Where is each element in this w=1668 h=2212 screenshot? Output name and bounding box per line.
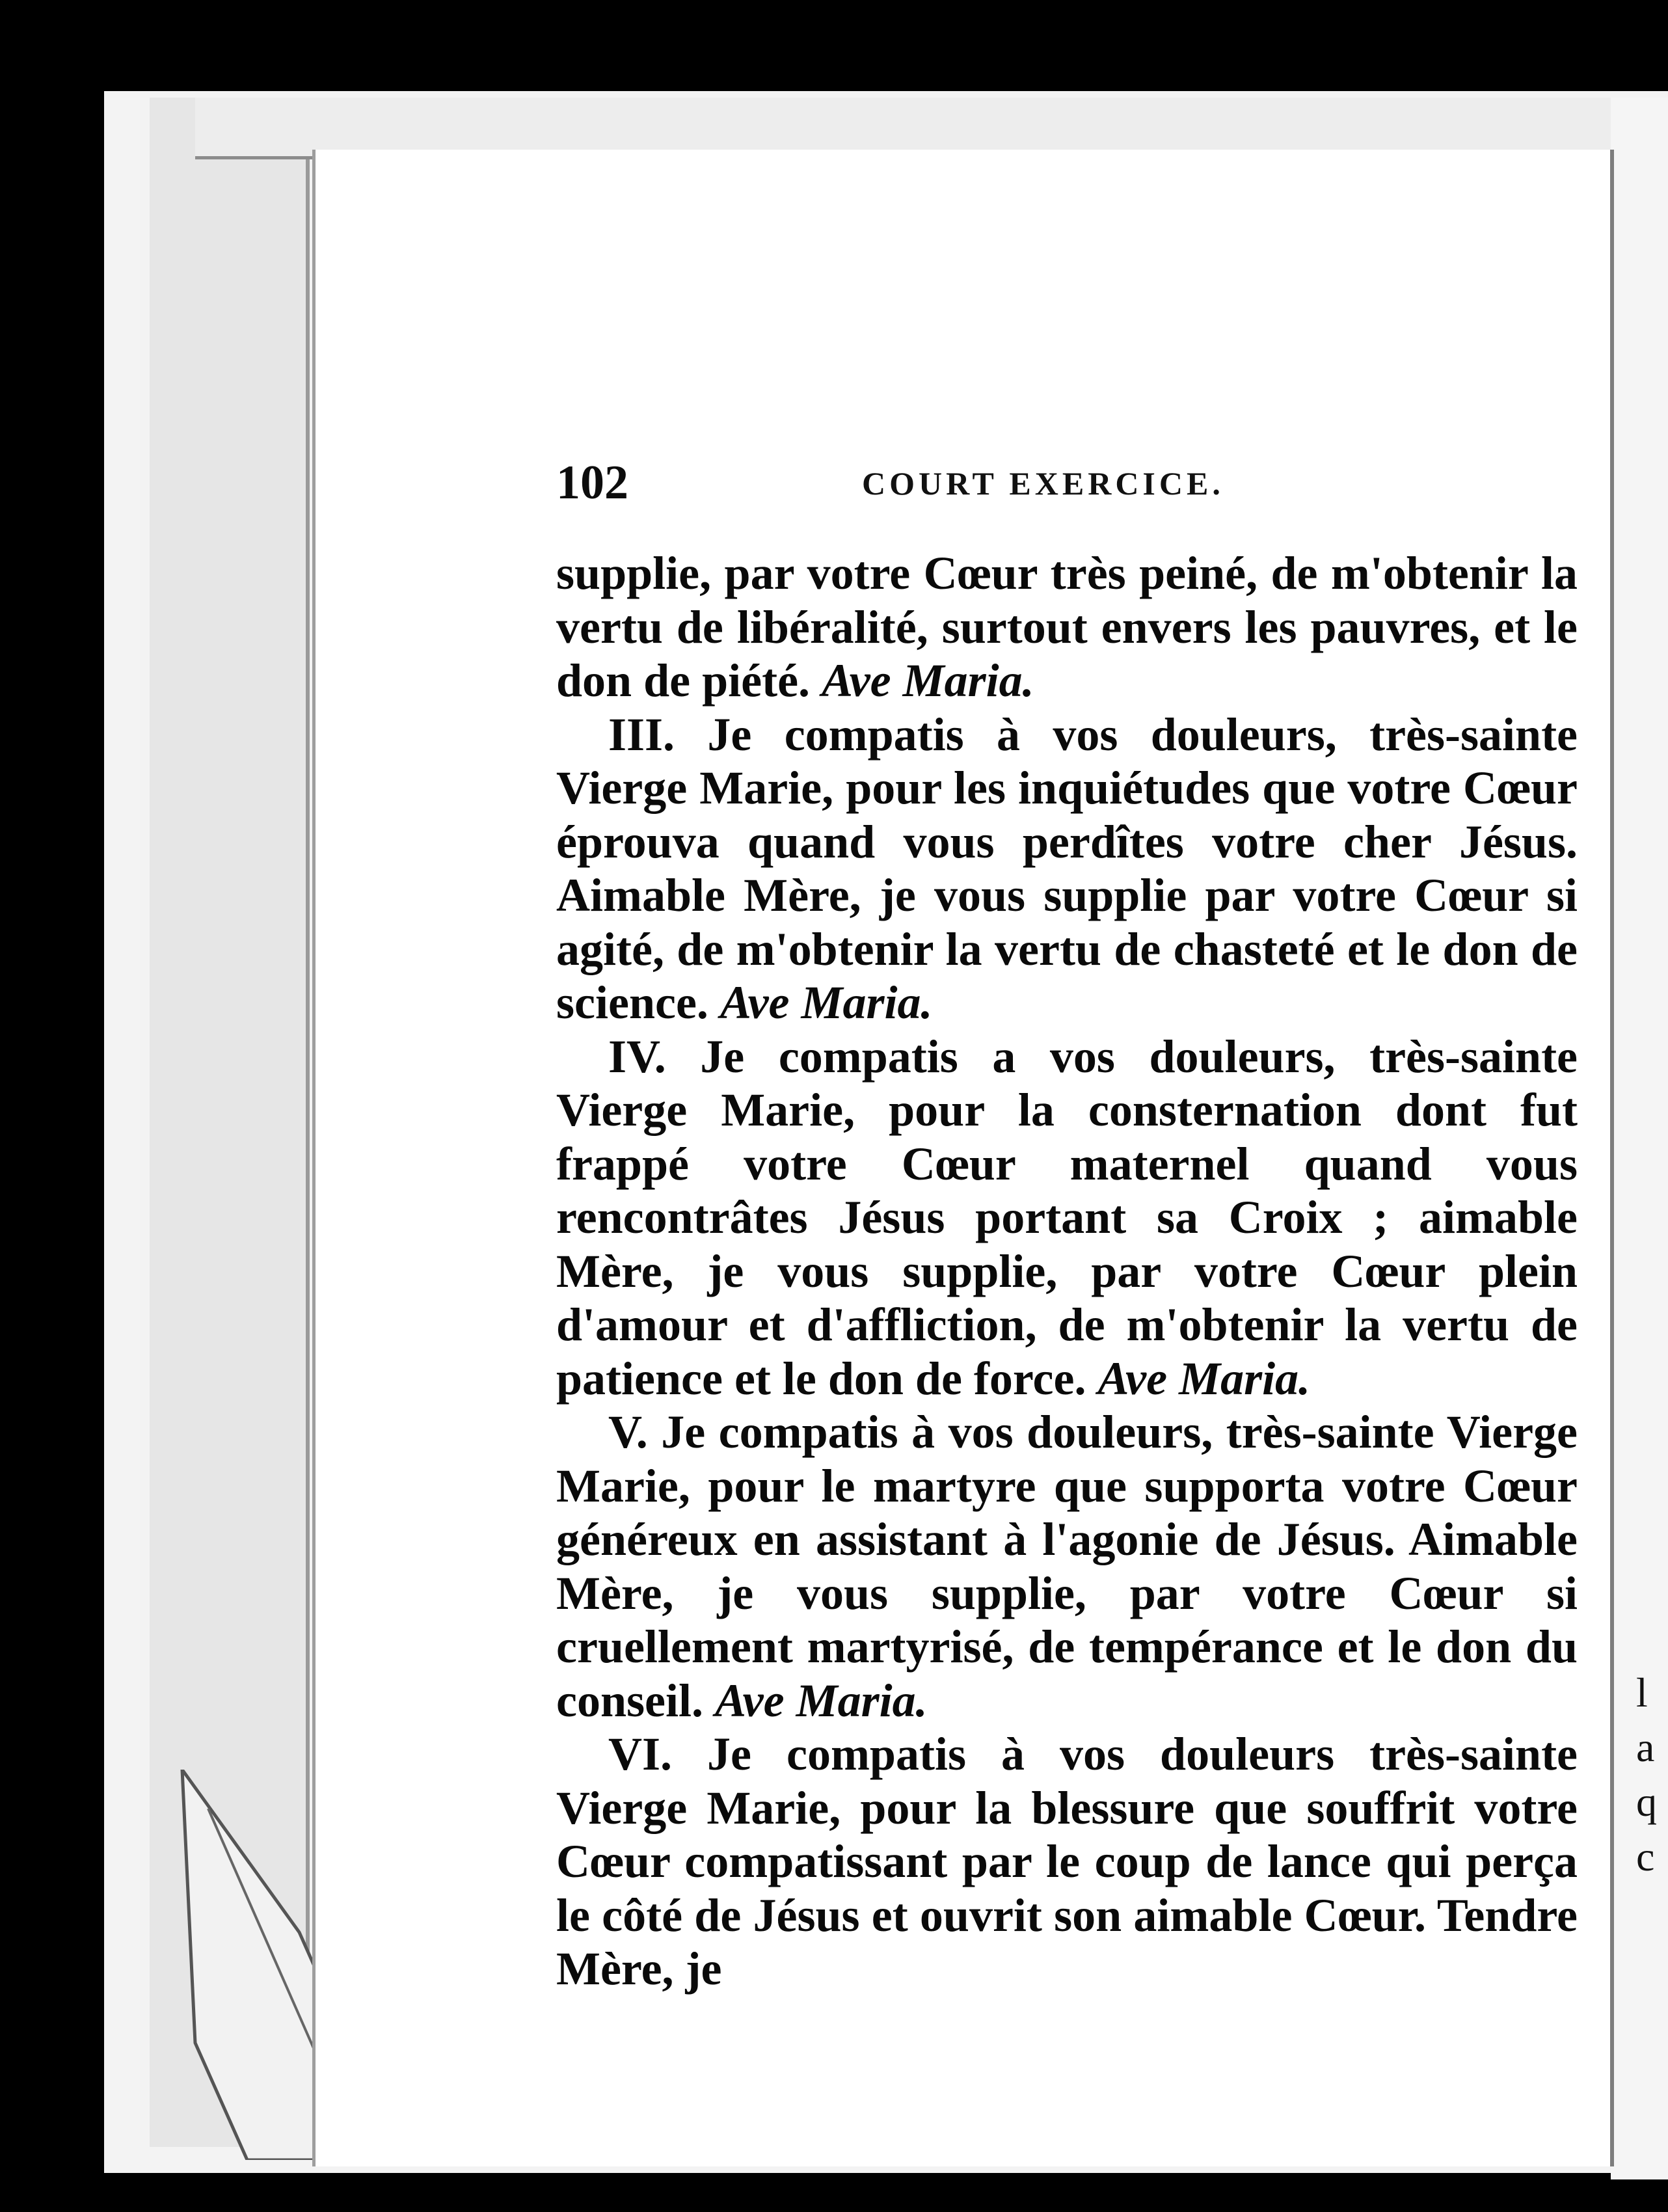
prayer-ave-maria: Ave Maria. xyxy=(720,977,933,1029)
prayer-ave-maria: Ave Maria. xyxy=(822,654,1034,707)
paragraph-text: supplie, par votre Cœur très peiné, de m'obtenir la vertu de libéralité, surtout envers les pauvres, et le don de piété. xyxy=(556,547,1578,707)
paragraph-vi xyxy=(556,1727,1578,1996)
page-body xyxy=(556,546,1578,1996)
paragraph-iv xyxy=(556,1030,1578,1406)
paragraph-continuation xyxy=(556,546,1578,708)
adjacent-page-letter: l xyxy=(1636,1669,1648,1716)
paragraph-text: Je compatis à vos douleurs très-sainte Vierge Marie, pour la blessure que souffrit votre Cœur compatissant par le coup de lance qui perça le côté de Jésus et ouvrit son aimable Cœur. Tendre Mère, je xyxy=(556,1728,1578,1995)
paragraph-numeral: V. xyxy=(608,1406,648,1458)
paragraph-numeral: III. xyxy=(608,708,675,761)
paragraph-v xyxy=(556,1405,1578,1727)
adjacent-page-letter: a xyxy=(1636,1724,1655,1770)
paragraph-numeral: IV. xyxy=(608,1030,666,1083)
adjacent-page-letter: q xyxy=(1636,1779,1657,1825)
paragraph-iii xyxy=(556,708,1578,1030)
running-head xyxy=(556,455,1571,507)
adjacent-page-letter: c xyxy=(1636,1833,1655,1880)
prayer-ave-maria: Ave Maria. xyxy=(1097,1352,1311,1405)
page-number: 102 xyxy=(556,456,628,509)
prayer-ave-maria: Ave Maria. xyxy=(714,1674,928,1727)
running-title: COURT EXERCICE. xyxy=(862,465,1224,502)
paragraph-text: Je compatis a vos douleurs, très-sainte Vierge Marie, pour la consternation dont fut frappé votre Cœur maternel quand vous rencontrâtes Jésus portant sa Croix ; aimable Mère, je vous supplie, par votre Cœur plein d'amour et d'affliction, de m'obtenir la vertu de patience et le don de force. xyxy=(556,1030,1578,1405)
paragraph-numeral: VI. xyxy=(608,1728,673,1780)
adjacent-page-letters xyxy=(1636,1666,1657,1884)
paragraph-text: Je compatis à vos douleurs, très-sainte Vierge Marie, pour les inquiétudes que votre Cœur éprouva quand vous perdîtes votre cher Jésus. Aimable Mère, je vous supplie par votre Cœur si agité, de m'obtenir la vertu de chasteté et le don de science. xyxy=(556,708,1578,1029)
paragraph-text: Je compatis à vos douleurs, très-sainte Vierge Marie, pour le martyre que supporta votre Cœur généreux en assistant à l'agonie de Jésus. Aimable Mère, je vous supplie, par votre Cœur si cruellement martyrisé, de tempérance et le don du conseil. xyxy=(556,1406,1578,1727)
